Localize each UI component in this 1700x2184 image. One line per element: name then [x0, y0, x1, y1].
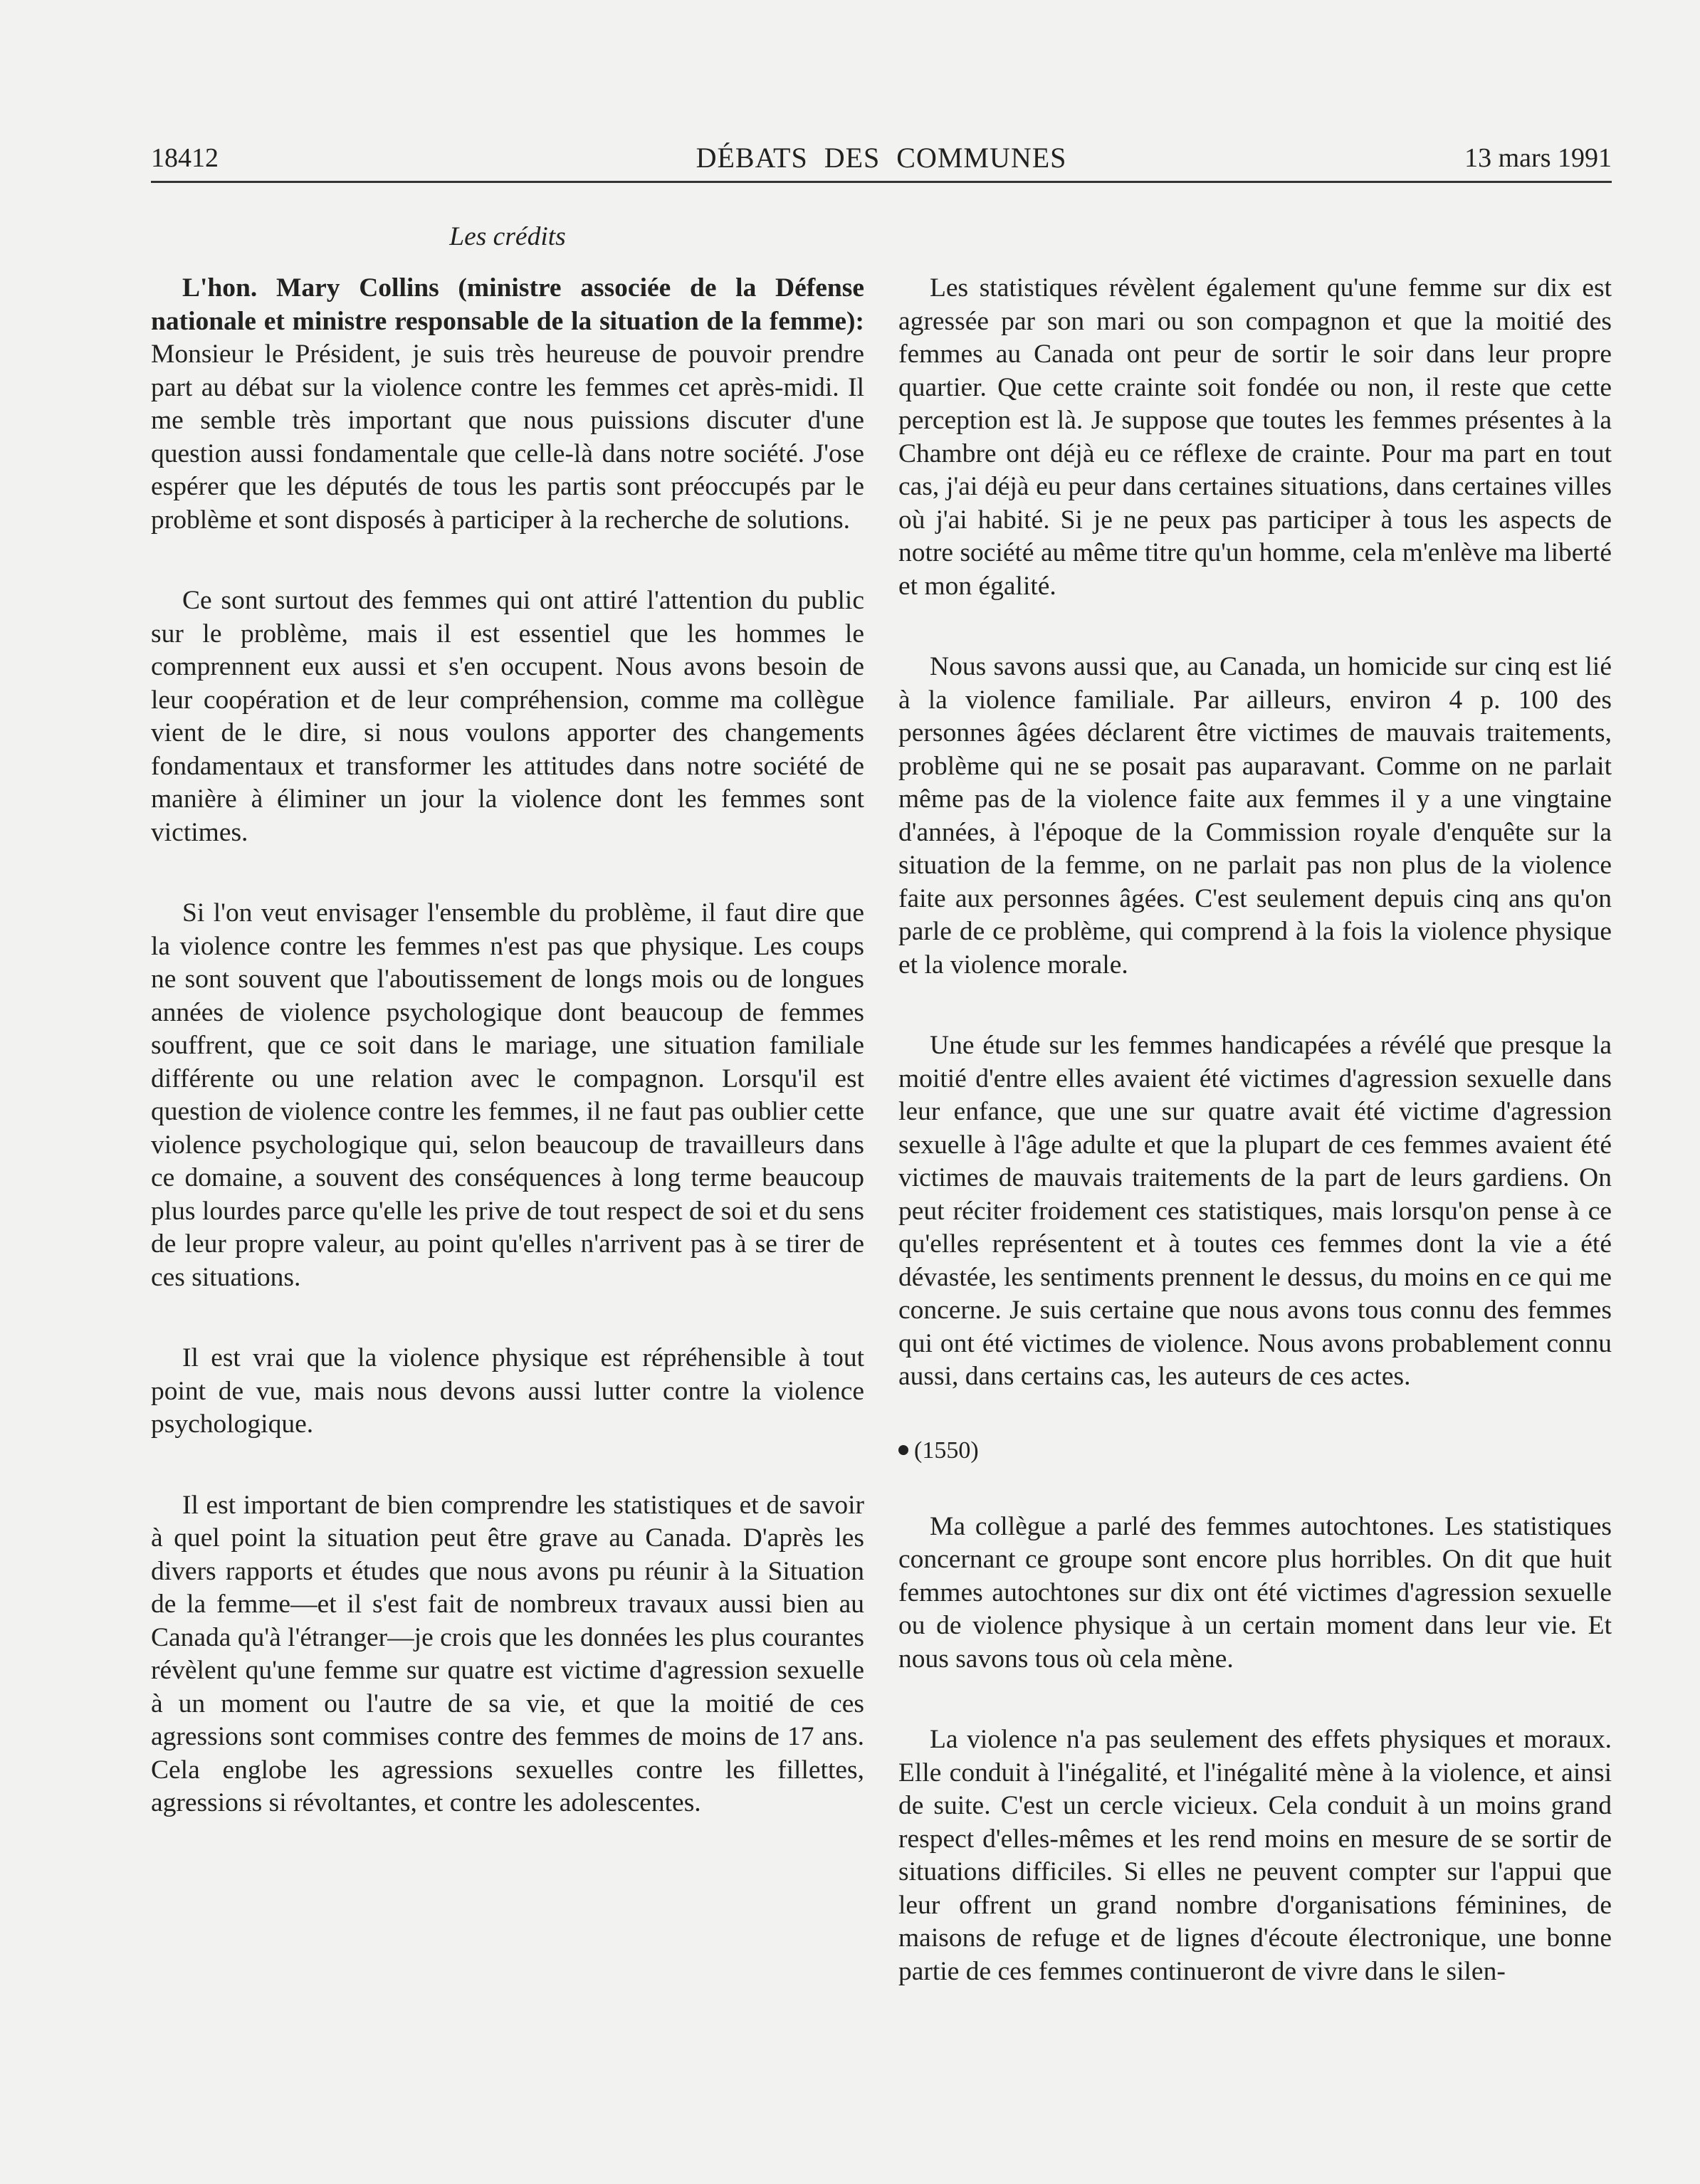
paragraph: Si l'on veut envisager l'ensemble du problème, il faut dire que la violence contre les femmes n'est pas que physique. Les coups ne sont souvent que l'aboutissement de longs mois ou de longues années de violence psychologique dont beaucoup de femmes souffrent, que ce soit dans le mariage, une situation familiale différente ou une relation avec le compagnon. Lorsqu'il est question de violence contre les femmes, il ne faut pas oublier cette violence psychologique qui, selon beaucoup de travailleurs dans ce domaine, a souvent des conséquences à long terme beaucoup plus lourdes parce qu'elle les prive de tout respect de soi et du sens de leur propre valeur, au point qu'elles n'arrivent pas à se tirer de ces situations. — [151, 898, 864, 1292]
left-column — [151, 206, 864, 1868]
paragraph: Ma collègue a parlé des femmes autochtones. Les statistiques concernant ce groupe sont encore plus horribles. On dit que huit femmes autochtones sur dix ont été victimes d'agression sexuelle ou de violence physique à un certain moment dans leur vie. Et nous savons tous où cela mène. — [898, 1511, 1612, 1674]
bullet-icon — [898, 1445, 908, 1455]
section-title: Les crédits — [449, 222, 566, 251]
page-number: 18412 — [151, 143, 219, 173]
paragraph: Ce sont surtout des femmes qui ont attiré l'attention du public sur le problème, mais il est essentiel que les hommes le comprennent eux aussi et s'en occupent. Nous avons besoin de leur coopération et de leur compréhension, comme ma collègue vient de le dire, si nous voulons apporter des changements fondamentaux et transformer les attitudes dans notre société de manière à éliminer un jour la violence dont les femmes sont victimes. — [151, 586, 864, 847]
paragraph: Il est vrai que la violence physique est répréhensible à tout point de vue, mais nous devons aussi lutter contre la violence psychologique. — [151, 1343, 864, 1439]
paragraph: Les statistiques révèlent également qu'une femme sur dix est agressée par son mari ou son compagnon et que la moitié des femmes au Canada ont peur de sortir le soir dans leur propre quartier. Que cette crainte soit fondée ou non, il reste que cette perception est là. Je suppose que toutes les femmes présentes à la Chambre ont déjà eu ce réflexe de crainte. Pour ma part en tout cas, j'ai déjà eu peur dans certaines situations, dans certaines villes où j'ai habité. Si je ne peux pas participer à tous les aspects de notre société au même titre qu'un homme, cela m'enlève ma liberté et mon égalité. — [898, 273, 1612, 601]
page-header — [151, 137, 1612, 179]
header-rule — [151, 181, 1612, 183]
paragraph-text: Monsieur le Président, je suis très heureuse de pouvoir prendre part au débat sur la violence contre les femmes cet après-midi. Il me semble très important que nous puissions discuter d'une question aussi fondamentale que celle-là dans notre société. J'ose espérer que les députés de tous les partis sont préoccupés par le problème et sont disposés à participer à la recherche de solutions. — [151, 340, 864, 535]
paragraph: Une étude sur les femmes handicapées a révélé que presque la moitié d'entre elles avaient été victimes d'agression sexuelle dans leur enfance, que une sur quatre avait été victime d'agression sexuelle à l'âge adulte et que la plupart de ces femmes avaient été victimes de mauvais traitements de la part de leurs gardiens. On peut réciter froidement ces statistiques, mais lorsqu'on pense à ce qu'elles représentent et à toutes ces femmes dont la vie a été dévastée, les sentiments prennent le dessus, du moins en ce qui me concerne. Je suis certaine que nous avons tous connu des femmes qui ont été victimes de violence. Nous avons probablement connu aussi, dans certains cas, les auteurs de ces actes. — [898, 1031, 1612, 1391]
right-column — [898, 272, 1612, 2036]
timestamp-text: (1550) — [914, 1437, 979, 1464]
paragraph: Nous savons aussi que, au Canada, un homicide sur cinq est lié à la violence familiale. Par ailleurs, environ 4 p. 100 des personnes âgées déclarent être victimes de mauvais traitements, problème qui ne se posait pas auparavant. Comme on ne parlait même pas de la violence faite aux femmes il y a une vingtaine d'années, à l'époque de la Commission royale d'enquête sur la situation de la femme, on ne parlait pas non plus de la violence faite aux personnes âgées. C'est seulement depuis cinq ans qu'on parle de ce problème, qui comprend à la fois la violence physique et la violence morale. — [898, 652, 1612, 980]
paragraph: Il est important de bien comprendre les statistiques et de savoir à quel point la situation peut être grave au Canada. D'après les divers rapports et études que nous avons pu réunir à la Situation de la femme—et il s'est fait de nombreux travaux aussi bien au Canada qu'à l'étranger—je crois que les données les plus courantes révèlent qu'une femme sur quatre est victime d'agression sexuelle à un moment ou l'autre de sa vie, et que la moitié de ces agressions sont commises contre des femmes de moins de 17 ans. Cela englobe les agressions sexuelles contre les fillettes, agressions si révoltantes, et contre les adolescentes. — [151, 1490, 864, 1817]
speaker-name: L'hon. Mary Collins (ministre associée de la Défense nationale et ministre responsable de la situation de la femme): — [151, 273, 864, 336]
publication-title: DÉBATS DES COMMUNES — [696, 142, 1067, 174]
paragraph: La violence n'a pas seulement des effets physiques et moraux. Elle conduit à l'inégalité, et l'inégalité mène à la violence, et ainsi de suite. C'est un cercle vicieux. Cela conduit à un moins grand respect d'elles-mêmes et les rend moins en mesure de se sortir de situations difficiles. Si elles ne peuvent compter sur l'appui que leur offrent un grand nombre d'organisations féminines, de maisons de refuge et de lignes d'écoute électronique, une bonne partie de ces femmes continueront de vivre dans le silen- — [898, 1725, 1612, 1986]
timestamp-marker — [898, 1434, 1612, 1467]
paragraph — [151, 272, 864, 537]
publication-date: 13 mars 1991 — [1464, 143, 1612, 173]
